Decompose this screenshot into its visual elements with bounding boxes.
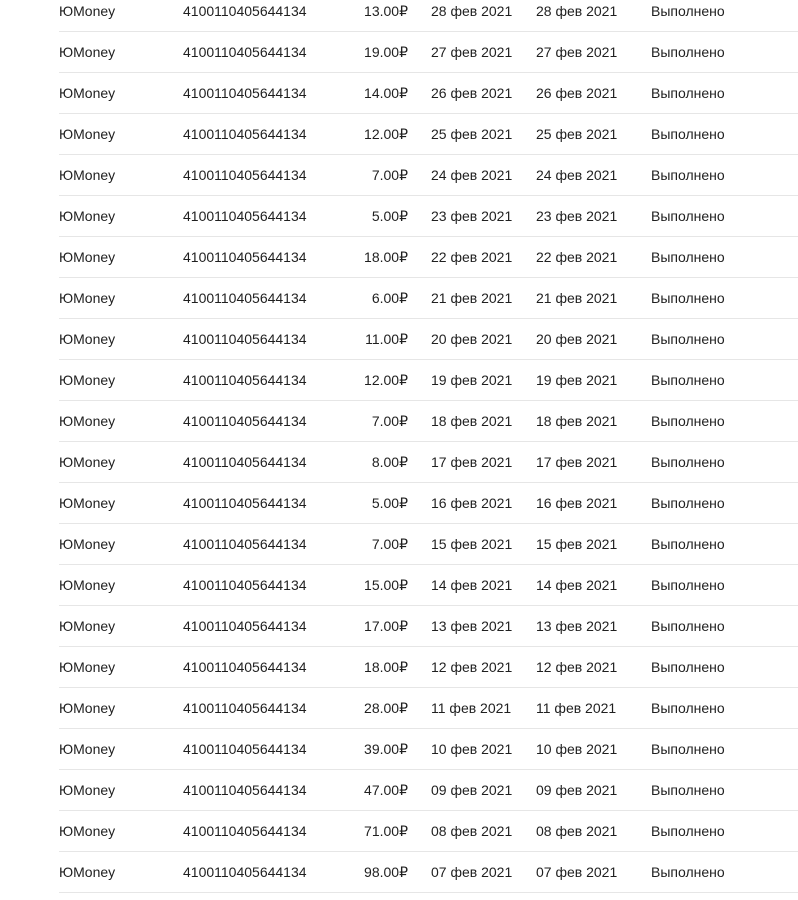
amount: 39.00₽ <box>364 741 408 757</box>
account-number: 4100110405644134 <box>183 413 307 429</box>
amount: 14.00₽ <box>364 85 408 101</box>
table-row[interactable] <box>59 770 798 811</box>
table-row[interactable] <box>59 688 798 729</box>
amount: 6.00₽ <box>371 290 408 306</box>
status-text: Выполнено <box>651 331 725 347</box>
status-text: Выполнено <box>651 413 725 429</box>
account-number: 4100110405644134 <box>183 864 307 880</box>
status-text: Выполнено <box>651 454 725 470</box>
merchant-name: ЮMoney <box>59 208 116 224</box>
status-text: Выполнено <box>651 167 725 183</box>
status-text: Выполнено <box>651 741 725 757</box>
date-completed: 15 фев 2021 <box>536 536 618 552</box>
table-row[interactable] <box>59 401 798 442</box>
date-created: 07 фев 2021 <box>431 864 513 880</box>
merchant-name: ЮMoney <box>59 618 116 634</box>
status-text: Выполнено <box>651 495 725 511</box>
merchant-name: ЮMoney <box>59 495 116 511</box>
account-number: 4100110405644134 <box>183 167 307 183</box>
date-completed: 19 фев 2021 <box>536 372 618 388</box>
date-created: 09 фев 2021 <box>431 782 513 798</box>
status-text: Выполнено <box>651 700 725 716</box>
date-completed: 10 фев 2021 <box>536 741 618 757</box>
account-number: 4100110405644134 <box>183 536 307 552</box>
status-text: Выполнено <box>651 782 725 798</box>
merchant-name: ЮMoney <box>59 454 116 470</box>
merchant-name: ЮMoney <box>59 249 116 265</box>
table-row[interactable] <box>59 114 798 155</box>
amount: 11.00₽ <box>365 331 408 347</box>
merchant-name: ЮMoney <box>59 85 116 101</box>
merchant-name: ЮMoney <box>59 44 116 60</box>
date-created: 21 фев 2021 <box>431 290 513 306</box>
table-row[interactable] <box>59 0 798 32</box>
account-number: 4100110405644134 <box>183 782 307 798</box>
date-created: 18 фев 2021 <box>431 413 513 429</box>
account-number: 4100110405644134 <box>183 495 307 511</box>
account-number: 4100110405644134 <box>183 618 307 634</box>
merchant-name: ЮMoney <box>59 372 116 388</box>
date-created: 10 фев 2021 <box>431 741 513 757</box>
account-number: 4100110405644134 <box>183 372 307 388</box>
status-text: Выполнено <box>651 3 725 19</box>
date-created: 16 фев 2021 <box>431 495 513 511</box>
account-number: 4100110405644134 <box>183 700 307 716</box>
date-completed: 11 фев 2021 <box>536 700 617 716</box>
status-text: Выполнено <box>651 659 725 675</box>
table-row[interactable] <box>59 442 798 483</box>
status-text: Выполнено <box>651 44 725 60</box>
merchant-name: ЮMoney <box>59 413 116 429</box>
amount: 15.00₽ <box>364 577 408 593</box>
account-number: 4100110405644134 <box>183 3 307 19</box>
table-row[interactable] <box>59 729 798 770</box>
table-row[interactable] <box>59 647 798 688</box>
date-completed: 20 фев 2021 <box>536 331 618 347</box>
table-row[interactable] <box>59 278 798 319</box>
table-row[interactable] <box>59 360 798 401</box>
date-completed: 24 фев 2021 <box>536 167 618 183</box>
status-text: Выполнено <box>651 536 725 552</box>
status-text: Выполнено <box>651 372 725 388</box>
date-created: 19 фев 2021 <box>431 372 513 388</box>
table-row[interactable] <box>59 319 798 360</box>
account-number: 4100110405644134 <box>183 823 307 839</box>
amount: 17.00₽ <box>364 618 408 634</box>
status-text: Выполнено <box>651 618 725 634</box>
date-completed: 26 фев 2021 <box>536 85 618 101</box>
status-text: Выполнено <box>651 290 725 306</box>
account-number: 4100110405644134 <box>183 741 307 757</box>
merchant-name: ЮMoney <box>59 126 116 142</box>
amount: 18.00₽ <box>364 659 408 675</box>
status-text: Выполнено <box>651 823 725 839</box>
date-completed: 08 фев 2021 <box>536 823 618 839</box>
account-number: 4100110405644134 <box>183 290 307 306</box>
date-completed: 25 фев 2021 <box>536 126 618 142</box>
date-created: 12 фев 2021 <box>431 659 513 675</box>
table-row[interactable] <box>59 155 798 196</box>
date-completed: 27 фев 2021 <box>536 44 618 60</box>
amount: 12.00₽ <box>364 126 408 142</box>
merchant-name: ЮMoney <box>59 741 116 757</box>
date-completed: 28 фев 2021 <box>536 3 618 19</box>
date-completed: 07 фев 2021 <box>536 864 618 880</box>
date-created: 11 фев 2021 <box>431 700 512 716</box>
date-completed: 21 фев 2021 <box>536 290 618 306</box>
table-row[interactable] <box>59 32 798 73</box>
table-row[interactable] <box>59 606 798 647</box>
amount: 47.00₽ <box>364 782 408 798</box>
merchant-name: ЮMoney <box>59 577 116 593</box>
account-number: 4100110405644134 <box>183 577 307 593</box>
merchant-name: ЮMoney <box>59 331 116 347</box>
table-row[interactable] <box>59 565 798 606</box>
date-completed: 12 фев 2021 <box>536 659 618 675</box>
amount: 8.00₽ <box>371 454 408 470</box>
amount: 98.00₽ <box>364 864 408 880</box>
account-number: 4100110405644134 <box>183 85 307 101</box>
transactions-table <box>59 0 798 893</box>
amount: 5.00₽ <box>371 495 408 511</box>
amount: 7.00₽ <box>371 536 408 552</box>
date-completed: 14 фев 2021 <box>536 577 618 593</box>
amount: 7.00₽ <box>371 413 408 429</box>
merchant-name: ЮMoney <box>59 782 116 798</box>
date-created: 24 фев 2021 <box>431 167 513 183</box>
status-text: Выполнено <box>651 249 725 265</box>
date-created: 27 фев 2021 <box>431 44 513 60</box>
merchant-name: ЮMoney <box>59 290 116 306</box>
merchant-name: ЮMoney <box>59 536 116 552</box>
status-text: Выполнено <box>651 577 725 593</box>
account-number: 4100110405644134 <box>183 126 307 142</box>
table-row[interactable] <box>59 483 798 524</box>
date-completed: 17 фев 2021 <box>536 454 618 470</box>
merchant-name: ЮMoney <box>59 3 116 19</box>
date-completed: 16 фев 2021 <box>536 495 618 511</box>
date-completed: 23 фев 2021 <box>536 208 618 224</box>
table-row[interactable] <box>59 196 798 237</box>
date-created: 23 фев 2021 <box>431 208 513 224</box>
account-number: 4100110405644134 <box>183 249 307 265</box>
merchant-name: ЮMoney <box>59 823 116 839</box>
amount: 7.00₽ <box>371 167 408 183</box>
date-created: 26 фев 2021 <box>431 85 513 101</box>
merchant-name: ЮMoney <box>59 659 116 675</box>
date-created: 14 фев 2021 <box>431 577 513 593</box>
table-row[interactable] <box>59 237 798 278</box>
merchant-name: ЮMoney <box>59 864 116 880</box>
table-row[interactable] <box>59 811 798 852</box>
account-number: 4100110405644134 <box>183 208 307 224</box>
amount: 19.00₽ <box>364 44 408 60</box>
amount: 28.00₽ <box>364 700 408 716</box>
date-completed: 18 фев 2021 <box>536 413 618 429</box>
account-number: 4100110405644134 <box>183 44 307 60</box>
table-row[interactable] <box>59 524 798 565</box>
status-text: Выполнено <box>651 126 725 142</box>
table-row[interactable] <box>59 73 798 114</box>
amount: 12.00₽ <box>364 372 408 388</box>
status-text: Выполнено <box>651 208 725 224</box>
account-number: 4100110405644134 <box>183 659 307 675</box>
date-completed: 09 фев 2021 <box>536 782 618 798</box>
date-created: 08 фев 2021 <box>431 823 513 839</box>
amount: 5.00₽ <box>371 208 408 224</box>
date-created: 22 фев 2021 <box>431 249 513 265</box>
date-created: 13 фев 2021 <box>431 618 513 634</box>
amount: 13.00₽ <box>364 3 408 19</box>
date-completed: 13 фев 2021 <box>536 618 618 634</box>
date-created: 17 фев 2021 <box>431 454 513 470</box>
account-number: 4100110405644134 <box>183 454 307 470</box>
status-text: Выполнено <box>651 864 725 880</box>
date-created: 20 фев 2021 <box>431 331 513 347</box>
account-number: 4100110405644134 <box>183 331 307 347</box>
merchant-name: ЮMoney <box>59 700 116 716</box>
date-created: 25 фев 2021 <box>431 126 513 142</box>
amount: 71.00₽ <box>364 823 408 839</box>
status-text: Выполнено <box>651 85 725 101</box>
date-created: 15 фев 2021 <box>431 536 513 552</box>
table-row[interactable] <box>59 852 798 893</box>
merchant-name: ЮMoney <box>59 167 116 183</box>
date-completed: 22 фев 2021 <box>536 249 618 265</box>
date-created: 28 фев 2021 <box>431 3 513 19</box>
amount: 18.00₽ <box>364 249 408 265</box>
